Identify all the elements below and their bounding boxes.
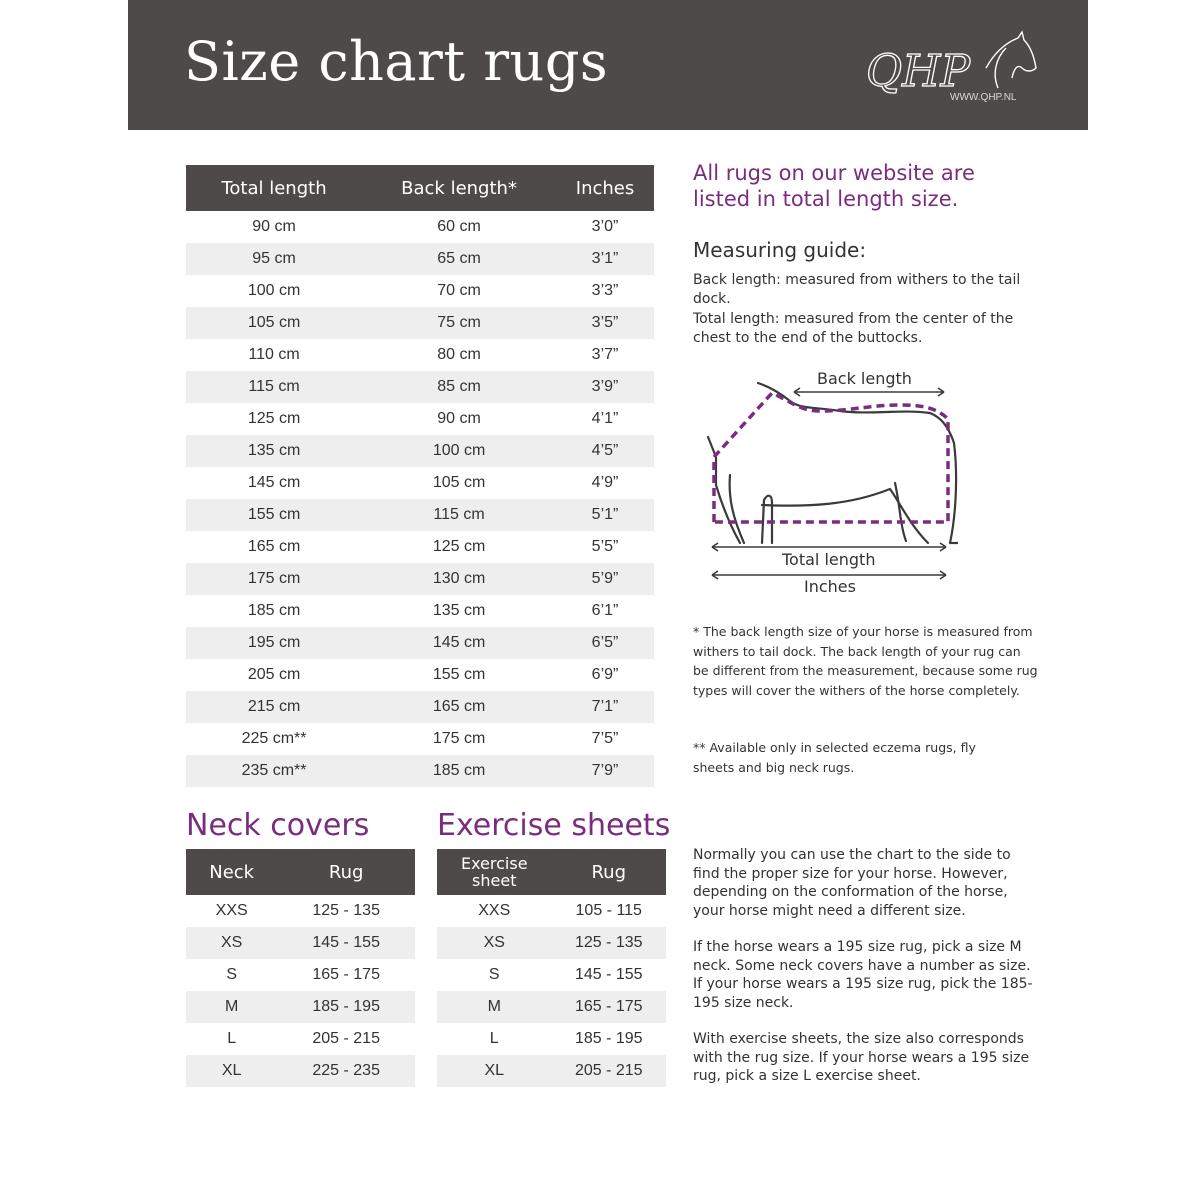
cell-back-length: 185 cm <box>362 755 556 787</box>
table-row <box>186 927 415 959</box>
cell-inches: 6’9” <box>591 666 619 683</box>
sizing-intro-text: Normally you can use the chart to the side to find the proper size for your horse. However, depending on the conformation of the horse, your horse might need a different size. <box>693 847 1011 919</box>
cell-rug-size: 165 - 175 <box>312 966 380 983</box>
cell-back-length: 115 cm <box>362 499 556 531</box>
table-row <box>186 691 654 723</box>
header-total-length: Total length <box>186 165 362 211</box>
cell-total-length: 90 cm <box>252 218 296 235</box>
cell-back-length: 165 cm <box>362 691 556 723</box>
cell-neck-size: XS <box>186 927 277 959</box>
cell-neck-size: S <box>226 966 237 983</box>
cell-back-length: 135 cm <box>432 602 486 619</box>
cell-back-length: 85 cm <box>362 371 556 403</box>
cell-back-length: 75 cm <box>362 307 556 339</box>
cell-neck-size: XL <box>186 1055 277 1087</box>
cell-inches: 3’1” <box>556 243 654 275</box>
footnote-availability: ** Available only in selected eczema rugs, fly sheets and big neck rugs. <box>693 740 976 775</box>
total-length-note: All rugs on our website are listed in total length size. <box>693 161 975 211</box>
cell-exercise-size: XXS <box>478 902 511 919</box>
inches-label: Inches <box>804 577 856 596</box>
guide-back-length: Back length: measured from withers to the tail dock. <box>693 272 1021 307</box>
table-header-row <box>186 165 654 211</box>
cell-back-length: 65 cm <box>362 243 556 275</box>
table-row <box>186 959 415 991</box>
cell-back-length: 100 cm <box>362 435 556 467</box>
cell-total-length: 110 cm <box>248 346 300 363</box>
neck-covers-table <box>186 849 415 1087</box>
cell-exercise-size: L <box>489 1030 499 1047</box>
cell-total-length: 165 cm <box>247 538 301 555</box>
guide-total-length: Total length: measured from the center of the chest to the end of the buttocks. <box>693 311 1014 346</box>
cell-back-length: 90 cm <box>437 410 481 427</box>
cell-neck-size: M <box>186 991 277 1023</box>
table-row <box>437 1023 666 1055</box>
page-header <box>128 0 1088 130</box>
cell-inches: 7’9” <box>556 755 654 787</box>
cell-total-length: 225 cm** <box>241 730 307 747</box>
total-length-label: Total length <box>782 550 876 569</box>
cell-inches: 6’1” <box>591 602 619 619</box>
cell-back-length: 145 cm <box>362 627 556 659</box>
cell-exercise-size: S <box>488 966 500 983</box>
table-row <box>437 1055 666 1087</box>
cell-exercise-size: XL <box>437 1055 552 1087</box>
cell-total-length: 175 cm <box>186 563 362 595</box>
header-back-length: Back length* <box>362 165 556 211</box>
cell-rug-size: 225 - 235 <box>277 1055 415 1087</box>
back-length-label: Back length <box>817 369 912 388</box>
cell-rug-size: 185 - 195 <box>277 991 415 1023</box>
cell-inches: 5’1” <box>556 499 654 531</box>
page-title: Size chart rugs <box>184 30 609 93</box>
table-row <box>186 991 415 1023</box>
cell-back-length: 155 cm <box>432 666 486 683</box>
table-row <box>186 531 654 563</box>
cell-total-length: 195 cm <box>186 627 362 659</box>
cell-back-length: 105 cm <box>432 474 486 491</box>
exercise-sheets-table-body <box>437 895 666 1087</box>
cell-back-length: 60 cm <box>437 218 481 235</box>
cell-exercise-size: XS <box>437 927 552 959</box>
header-rug: Rug <box>277 849 415 895</box>
table-row <box>186 275 654 307</box>
cell-inches: 3’9” <box>556 371 654 403</box>
table-row <box>186 659 654 691</box>
rug-size-table-body <box>186 211 654 787</box>
table-row <box>186 243 654 275</box>
cell-rug-size: 145 - 155 <box>277 927 415 959</box>
cell-inches: 5’5” <box>591 538 619 555</box>
cell-inches: 4’1” <box>591 410 619 427</box>
logo-url: WWW.QHP.NL <box>950 92 1017 103</box>
cell-back-length: 175 cm <box>432 730 486 747</box>
cell-total-length: 125 cm <box>247 410 301 427</box>
table-row <box>186 895 415 927</box>
table-row <box>186 339 654 371</box>
cell-back-length: 70 cm <box>437 282 481 299</box>
cell-total-length: 155 cm <box>186 499 362 531</box>
table-row <box>186 563 654 595</box>
cell-rug-size: 125 - 135 <box>552 927 667 959</box>
cell-total-length: 185 cm <box>247 602 301 619</box>
table-row <box>186 211 654 243</box>
table-row <box>186 403 654 435</box>
neck-covers-title: Neck covers <box>186 808 370 843</box>
neck-covers-table-body <box>186 895 415 1087</box>
header-exercise-sheet: Exercise sheet <box>437 849 552 895</box>
cell-total-length: 235 cm** <box>186 755 362 787</box>
exercise-sizing-text: With exercise sheets, the size also corresponds with the rug size. If your horse wears a 195 size rug, pick a size L exercise sheet. <box>693 1031 1030 1084</box>
cell-inches: 3’5” <box>556 307 654 339</box>
cell-neck-size: XXS <box>215 902 248 919</box>
cell-total-length: 145 cm <box>247 474 301 491</box>
cell-rug-size: 125 - 135 <box>312 902 380 919</box>
cell-rug-size: 205 - 215 <box>552 1055 667 1087</box>
cell-rug-size: 105 - 115 <box>575 902 642 919</box>
exercise-sheets-table <box>437 849 666 1087</box>
cell-rug-size: 165 - 175 <box>552 991 667 1023</box>
cell-inches: 6’5” <box>556 627 654 659</box>
neck-sizing-text: If the horse wears a 195 size rug, pick a size M neck. Some neck covers have a number as size. If your horse wears a 195 size rug, pick the 185-195 size neck. <box>693 939 1033 1011</box>
header-neck: Neck <box>186 849 277 895</box>
footnote-back-length: * The back length size of your horse is measured from withers to tail dock. The back length of your rug can be different from the measurement, because some rug types will cover the withers of the horse completely. <box>693 624 1038 698</box>
table-row <box>186 307 654 339</box>
table-row <box>186 595 654 627</box>
cell-total-length: 105 cm <box>186 307 362 339</box>
table-row <box>437 927 666 959</box>
cell-total-length: 135 cm <box>186 435 362 467</box>
exercise-sheets-title: Exercise sheets <box>437 808 671 843</box>
table-row <box>186 1023 415 1055</box>
table-row <box>186 723 654 755</box>
horse-outline-icon <box>700 365 970 605</box>
cell-inches: 4’5” <box>556 435 654 467</box>
cell-total-length: 100 cm <box>247 282 301 299</box>
rug-size-table <box>186 165 654 787</box>
table-header-row <box>437 849 666 895</box>
cell-inches: 3’3” <box>591 282 619 299</box>
cell-total-length: 115 cm <box>186 371 362 403</box>
cell-inches: 4’9” <box>591 474 619 491</box>
table-row <box>437 991 666 1023</box>
table-row <box>186 627 654 659</box>
table-row <box>437 895 666 927</box>
cell-total-length: 205 cm <box>247 666 301 683</box>
cell-back-length: 130 cm <box>362 563 556 595</box>
table-row <box>186 499 654 531</box>
table-row <box>437 959 666 991</box>
table-row <box>186 1055 415 1087</box>
cell-rug-size: 185 - 195 <box>574 1030 643 1047</box>
cell-rug-size: 145 - 155 <box>574 966 643 983</box>
measuring-diagram <box>700 365 970 605</box>
cell-back-length: 125 cm <box>432 538 486 555</box>
logo-text: QHP <box>866 46 971 97</box>
header-rug: Rug <box>552 849 667 895</box>
cell-inches: 3’7” <box>591 346 619 363</box>
cell-total-length: 95 cm <box>186 243 362 275</box>
cell-inches: 7’5” <box>591 730 619 747</box>
table-row <box>186 371 654 403</box>
cell-back-length: 80 cm <box>437 346 481 363</box>
table-row <box>186 755 654 787</box>
table-row <box>186 435 654 467</box>
measuring-guide-title: Measuring guide: <box>693 238 867 262</box>
cell-neck-size: L <box>227 1030 237 1047</box>
cell-rug-size: 205 - 215 <box>312 1030 380 1047</box>
cell-inches: 3’0” <box>591 218 619 235</box>
table-header-row <box>186 849 415 895</box>
cell-total-length: 215 cm <box>186 691 362 723</box>
header-inches: Inches <box>556 165 654 211</box>
cell-inches: 5’9” <box>556 563 654 595</box>
table-row <box>186 467 654 499</box>
cell-inches: 7’1” <box>556 691 654 723</box>
cell-exercise-size: M <box>437 991 552 1023</box>
